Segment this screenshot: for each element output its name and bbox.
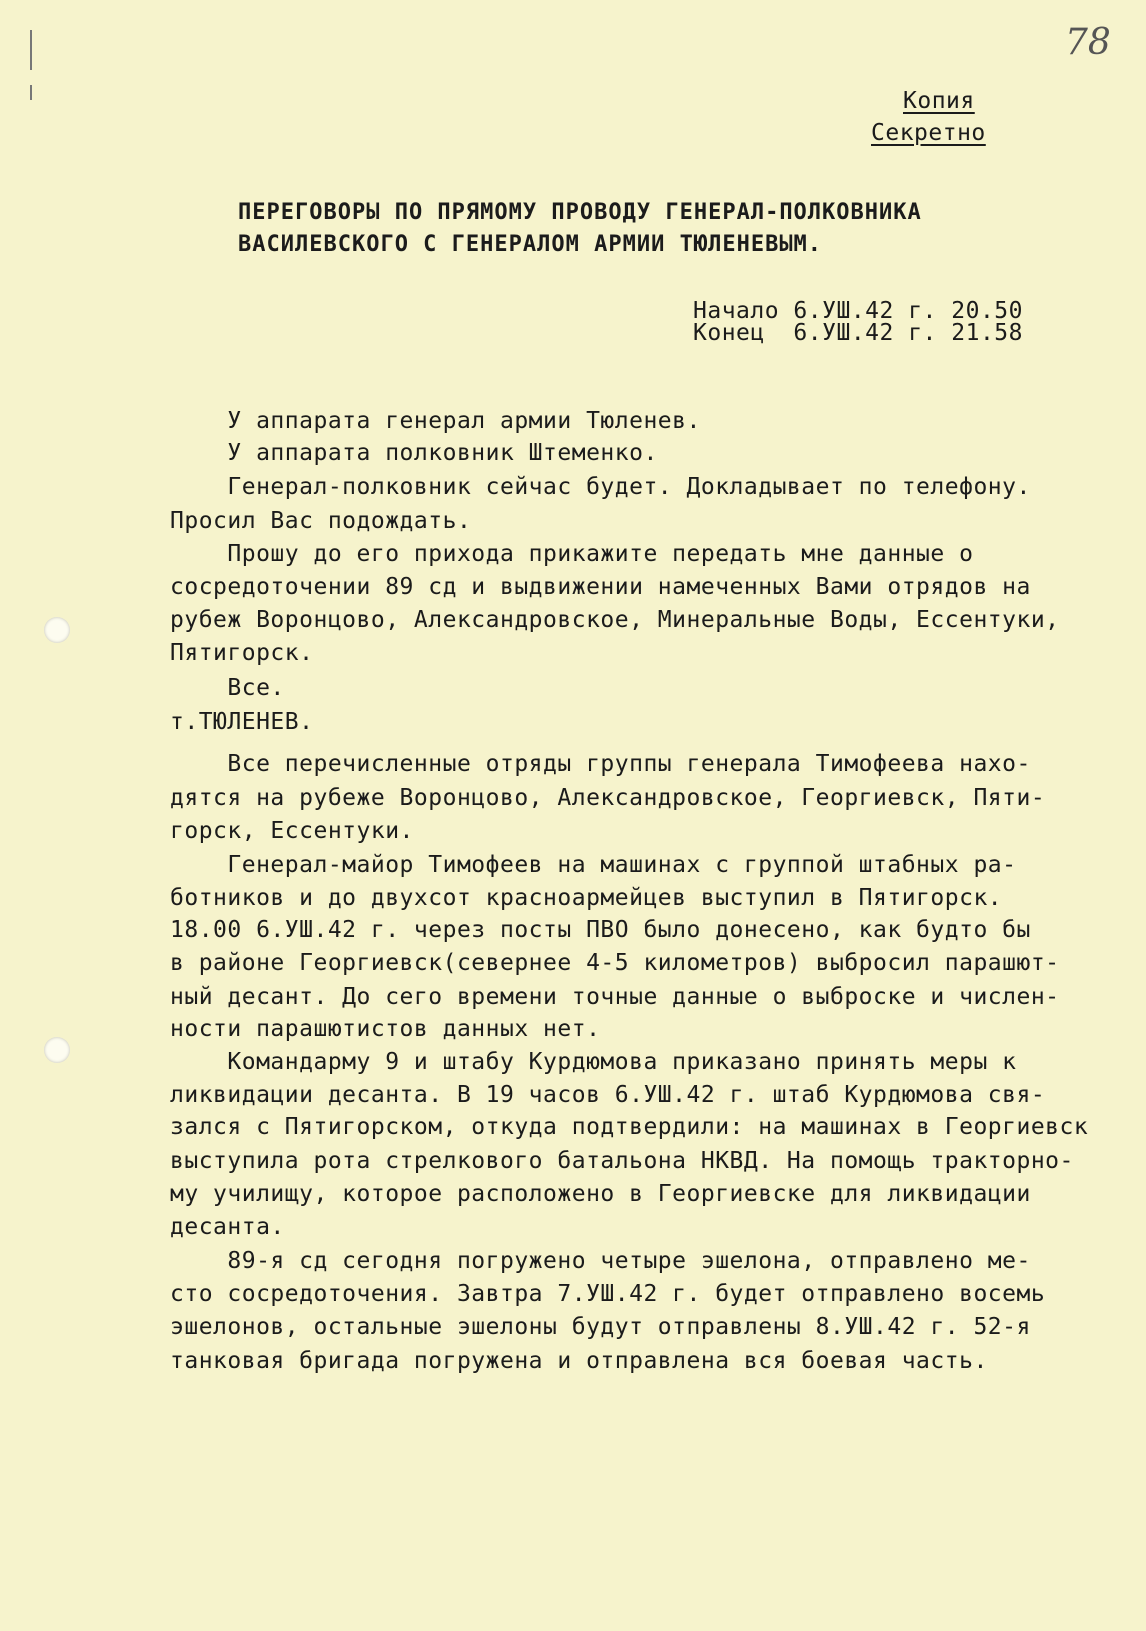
punch-hole — [44, 617, 70, 643]
copy-label: Копия — [903, 88, 975, 114]
body-line: ликвидации десанта. В 19 часов 6.УШ.42 г. штаб Курдюмова свя- — [170, 1082, 1046, 1108]
body-line: в районе Георгиевск(севернее 4-5 километров) выбросил парашют- — [170, 950, 1060, 976]
body-line: 89-я сд сегодня погружено четыре эшелона, отправлено ме- — [170, 1248, 1031, 1274]
body-line: Просил Вас подождать. — [170, 508, 472, 534]
body-line: Генерал-майор Тимофеев на машинах с группой штабных ра- — [170, 852, 1017, 878]
body-line: эшелонов, остальные эшелоны будут отправлены 8.УШ.42 г. 52-я — [170, 1314, 1031, 1340]
punch-hole — [44, 1037, 70, 1063]
body-line: Генерал-полковник сейчас будет. Докладывает по телефону. — [170, 474, 1031, 500]
body-line: сосредоточении 89 сд и выдвижении намеченных Вами отрядов на — [170, 574, 1031, 600]
classification-label: Секретно — [871, 120, 986, 146]
body-line: 18.00 6.УШ.42 г. через посты ПВО было донесено, как будто бы — [170, 917, 1031, 943]
body-line: Пятигорск. — [170, 640, 314, 666]
body-line: десанта. — [170, 1214, 285, 1240]
body-line: горск, Ессентуки. — [170, 818, 414, 844]
body-line: танковая бригада погружена и отправлена вся боевая часть. — [170, 1348, 988, 1374]
speaker-label: т.ТЮЛЕНЕВ. — [170, 709, 314, 735]
body-line: ности парашютистов данных нет. — [170, 1016, 601, 1042]
body-line: Командарму 9 и штабу Курдюмова приказано принять меры к — [170, 1049, 1017, 1075]
body-line: ботников и до двухсот красноармейцев выступил в Пятигорск. — [170, 885, 1003, 911]
body-line: рубеж Воронцово, Александровское, Минеральные Воды, Ессентуки, — [170, 607, 1060, 633]
edge-mark — [30, 85, 32, 100]
edge-mark — [30, 30, 32, 70]
body-line: дятся на рубеже Воронцово, Александровское, Георгиевск, Пяти- — [170, 785, 1046, 811]
body-line: му училищу, которое расположено в Георгиевске для ликвидации — [170, 1181, 1031, 1207]
title-line-1: ПЕРЕГОВОРЫ ПО ПРЯМОМУ ПРОВОДУ ГЕНЕРАЛ-ПОЛКОВНИКА — [238, 200, 922, 225]
body-line: Все. — [170, 675, 285, 701]
body-line: зался с Пятигорском, откуда подтвердили: на машинах в Георгиевск — [170, 1114, 1089, 1140]
body-line: выступила рота стрелкового батальона НКВД. На помощь тракторно- — [170, 1148, 1074, 1174]
end-time: Конец 6.УШ.42 г. 21.58 — [693, 320, 1023, 346]
body-line: сто сосредоточения. Завтра 7.УШ.42 г. будет отправлено восемь — [170, 1281, 1046, 1307]
body-line: Прошу до его прихода прикажите передать мне данные о — [170, 541, 974, 567]
body-line: ный десант. До сего времени точные данные о выброске и числен- — [170, 984, 1060, 1010]
body-line: У аппарата полковник Штеменко. — [170, 440, 658, 466]
title-line-2: ВАСИЛЕВСКОГО С ГЕНЕРАЛОМ АРМИИ ТЮЛЕНЕВЫМ. — [238, 232, 823, 257]
start-time: Начало 6.УШ.42 г. 20.50 — [693, 298, 1023, 324]
page-number: 78 — [1065, 22, 1111, 63]
body-line: У аппарата генерал армии Тюленев. — [170, 408, 701, 434]
body-line: Все перечисленные отряды группы генерала Тимофеева нахо- — [170, 751, 1031, 777]
